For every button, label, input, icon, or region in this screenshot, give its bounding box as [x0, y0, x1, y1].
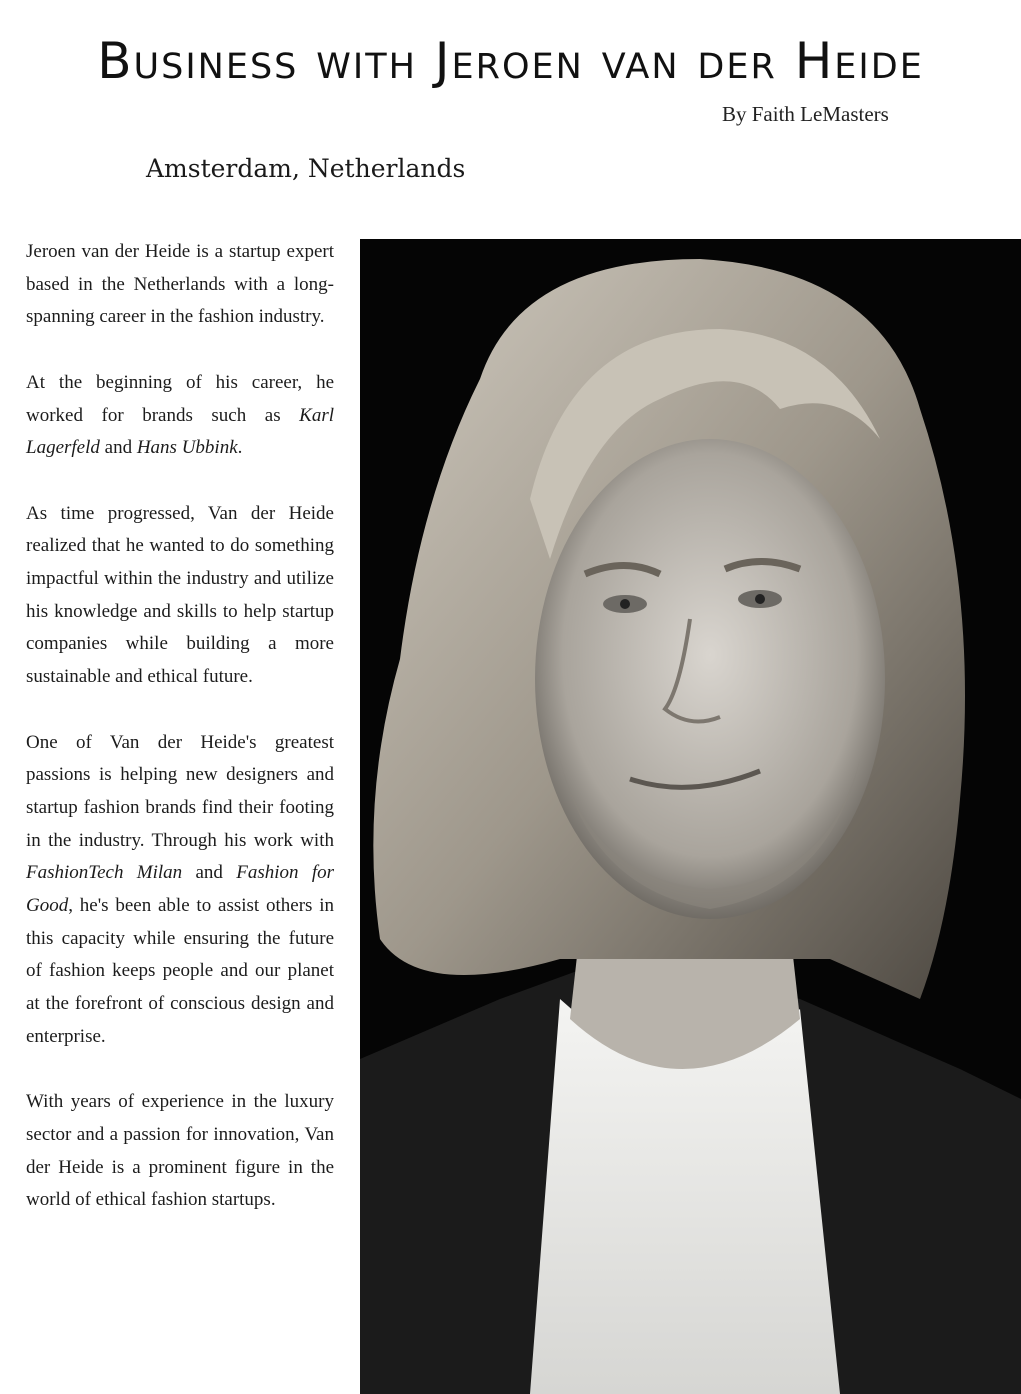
article-body — [26, 236, 334, 1250]
text-span: . — [237, 437, 243, 459]
text-span: , he's been able to assist others in this capacity while ensuring the future of fashion keeps people and our planet at the forefront of conscious design and enterprise. — [26, 895, 334, 1047]
paragraph-5: With years of experience in the luxury sector and a passion for innovation, Van der Heide is a prominent figure in the world of ethical fashion startups. — [26, 1091, 334, 1211]
text-span: At the beginning of his career, he worked for brands such as — [26, 371, 334, 426]
portrait-illustration — [360, 239, 1021, 1394]
byline: By Faith LeMasters — [722, 102, 889, 126]
paragraph-1: Jeroen van der Heide is a startup expert based in the Netherlands with a long-spanning career in the fashion industry. — [26, 241, 334, 328]
organization-name: Fashion for Good — [26, 862, 334, 917]
left-pupil — [620, 599, 630, 609]
face — [535, 439, 885, 919]
paragraph-2 — [26, 367, 334, 465]
brand-name: Hans Ubbink — [136, 437, 238, 459]
article-title: Business with Jeroen van der Heide — [97, 32, 924, 90]
paragraph-3: As time progressed, Van der Heide realized that he wanted to do something impactful within the industry and utilize his knowledge and skills to help startup companies while building a more sustainable and ethical future. — [26, 502, 334, 688]
portrait-photo — [360, 239, 1021, 1394]
paragraph-4 — [26, 727, 334, 1054]
text-span: One of Van der Heide's greatest passions is helping new designers and startup fashion brands find their footing in the industry. Through his work with — [26, 731, 334, 851]
right-pupil — [755, 594, 765, 604]
text-span: and — [182, 862, 237, 884]
text-span: and — [99, 437, 137, 459]
brand-name: Karl Lagerfeld — [26, 404, 334, 459]
organization-name: FashionTech Milan — [26, 862, 183, 884]
location-dateline: Amsterdam, Netherlands — [146, 154, 466, 183]
